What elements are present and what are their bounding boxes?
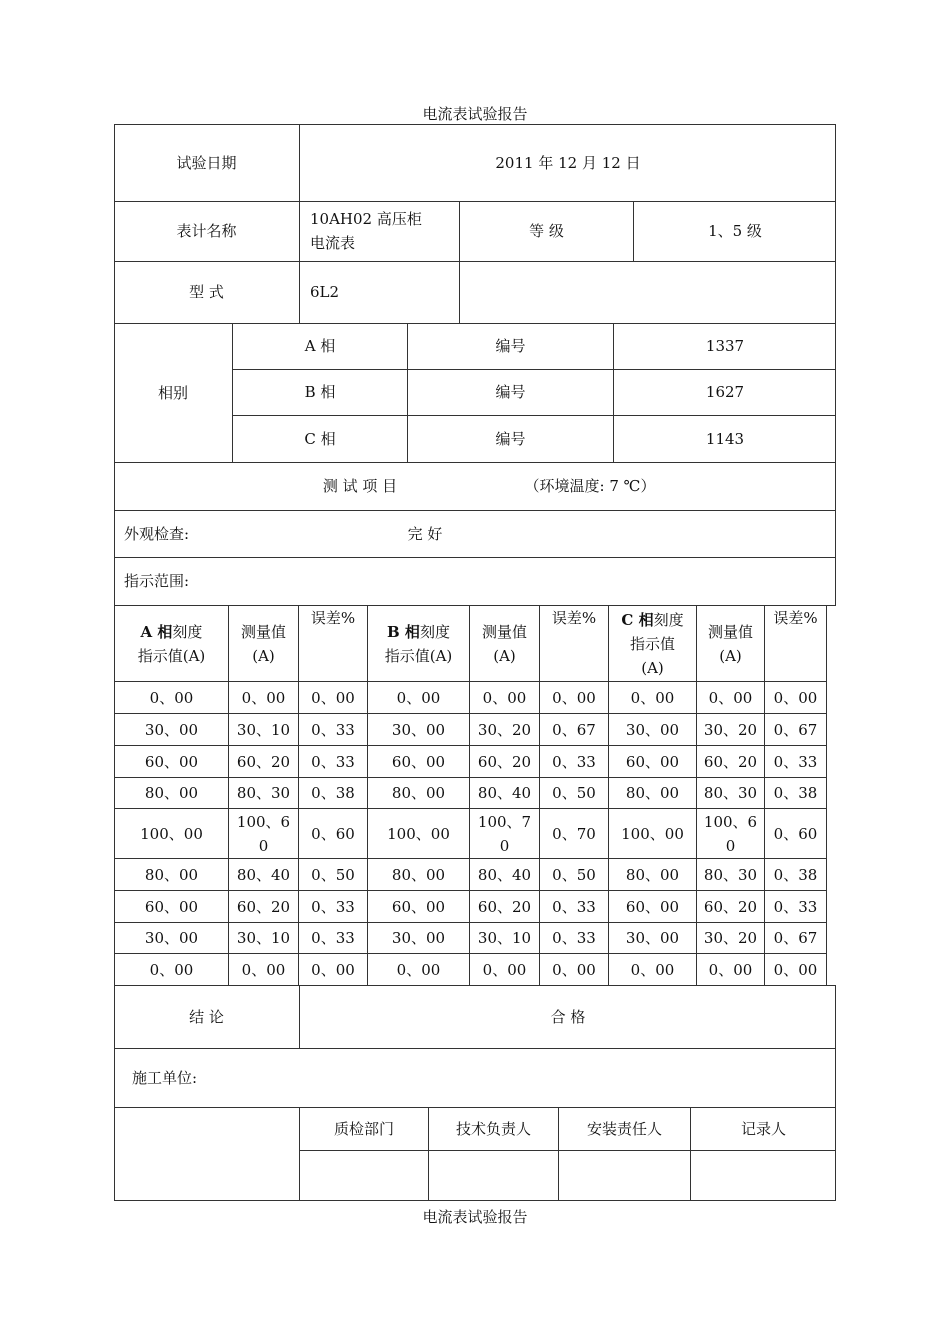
measurement-header-cell bbox=[299, 606, 368, 682]
measurement-header-cell bbox=[765, 606, 827, 682]
measurement-header-phase: C 相 bbox=[621, 610, 654, 629]
measurement-cell: 0、00 bbox=[540, 954, 609, 986]
unit-label: 施工单位: bbox=[132, 1069, 198, 1087]
measurement-cell: 80、30 bbox=[697, 778, 765, 809]
measurement-header-cell bbox=[229, 606, 299, 682]
appearance-label: 外观检查: bbox=[124, 524, 190, 543]
measurement-cell: 80、30 bbox=[697, 859, 765, 891]
phase-c-name: C 相 bbox=[304, 429, 336, 448]
measurement-cell: 30、00 bbox=[115, 923, 229, 954]
measurement-cell: 60、20 bbox=[470, 891, 540, 923]
measurement-header-row bbox=[115, 606, 827, 682]
phase-c-no: 1143 bbox=[705, 429, 745, 448]
measurement-header-text: 刻度 指示值(A) bbox=[384, 622, 453, 665]
measurement-cell: 0、33 bbox=[540, 891, 609, 923]
measurement-cell: 0、00 bbox=[299, 682, 368, 714]
appearance-value: 完 好 bbox=[407, 524, 443, 543]
test-env-temp: （环境温度: 7 ℃） bbox=[524, 477, 656, 495]
measurement-row bbox=[115, 859, 827, 891]
measurement-cell: 0、00 bbox=[765, 954, 827, 986]
measurement-row bbox=[115, 954, 827, 986]
measurement-cell: 0、00 bbox=[609, 682, 697, 714]
measurement-cell: 0、00 bbox=[229, 682, 299, 714]
measurement-cell: 80、00 bbox=[115, 859, 229, 891]
measurement-cell: 80、40 bbox=[470, 859, 540, 891]
measurement-cell: 80、30 bbox=[229, 778, 299, 809]
measurement-cell: 100、6 0 bbox=[229, 809, 299, 859]
measurement-cell: 60、00 bbox=[115, 891, 229, 923]
measurement-cell: 0、00 bbox=[115, 954, 229, 986]
measurement-cell: 100、6 0 bbox=[697, 809, 765, 859]
grade-value: 1、5 级 bbox=[708, 222, 762, 240]
measurement-cell: 0、67 bbox=[540, 714, 609, 746]
measurement-cell: 0、00 bbox=[470, 954, 540, 986]
measurement-cell: 0、33 bbox=[299, 923, 368, 954]
measurement-cell: 0、00 bbox=[368, 682, 470, 714]
measurement-header-phase: A 相 bbox=[140, 622, 173, 641]
measurement-cell: 60、00 bbox=[609, 746, 697, 778]
measurement-cell: 30、00 bbox=[609, 923, 697, 954]
measurement-cell: 0、33 bbox=[299, 714, 368, 746]
measurement-cell: 80、00 bbox=[609, 859, 697, 891]
measurement-cell: 80、00 bbox=[115, 778, 229, 809]
measurement-cell: 30、10 bbox=[229, 923, 299, 954]
measurement-header-cell bbox=[540, 606, 609, 682]
type-value: 6L2 bbox=[310, 283, 340, 301]
measurement-cell: 0、67 bbox=[765, 714, 827, 746]
measurement-header-text: 测量值 (A) bbox=[707, 622, 753, 665]
measurement-cell: 80、40 bbox=[470, 778, 540, 809]
measurement-row bbox=[115, 891, 827, 923]
meter-name-label: 表计名称 bbox=[176, 222, 237, 240]
measurement-row bbox=[115, 714, 827, 746]
measurement-cell: 0、50 bbox=[540, 859, 609, 891]
phase-label: 相别 bbox=[157, 383, 188, 402]
measurement-row bbox=[115, 809, 827, 859]
measurement-cell: 0、33 bbox=[765, 746, 827, 778]
doc-title: 电流表试验报告 bbox=[422, 105, 528, 123]
measurement-cell: 80、00 bbox=[368, 859, 470, 891]
measurement-cell: 60、20 bbox=[697, 746, 765, 778]
measurement-cell: 30、10 bbox=[229, 714, 299, 746]
measurement-table bbox=[114, 605, 827, 986]
role-quality-dept: 质检部门 bbox=[333, 1119, 394, 1138]
measurement-cell: 30、00 bbox=[368, 714, 470, 746]
measurement-cell: 30、10 bbox=[470, 923, 540, 954]
measurement-header-cell bbox=[115, 606, 229, 682]
measurement-cell: 0、67 bbox=[765, 923, 827, 954]
measurement-row bbox=[115, 923, 827, 954]
measurement-cell: 100、00 bbox=[609, 809, 697, 859]
measurement-cell: 0、33 bbox=[299, 746, 368, 778]
measurement-header-phase: B 相 bbox=[387, 622, 420, 641]
measurement-cell: 0、00 bbox=[540, 682, 609, 714]
type-label: 型 式 bbox=[189, 283, 224, 301]
phase-c-no-label: 编号 bbox=[495, 429, 526, 448]
measurement-cell: 0、38 bbox=[765, 859, 827, 891]
phase-a-no-label: 编号 bbox=[495, 337, 526, 355]
measurement-header-cell bbox=[609, 606, 697, 682]
phase-a-no: 1337 bbox=[705, 337, 745, 355]
measurement-header-cell bbox=[697, 606, 765, 682]
measurement-cell: 0、50 bbox=[540, 778, 609, 809]
measurement-cell: 0、70 bbox=[540, 809, 609, 859]
measurement-cell: 30、20 bbox=[697, 923, 765, 954]
measurement-cell: 60、20 bbox=[697, 891, 765, 923]
measurement-header-cell bbox=[470, 606, 540, 682]
measurement-cell: 0、00 bbox=[470, 682, 540, 714]
measurement-cell: 80、40 bbox=[229, 859, 299, 891]
grade-label: 等 级 bbox=[529, 222, 564, 240]
measurement-cell: 30、00 bbox=[115, 714, 229, 746]
measurement-header-text: 刻度 指示值 (A) bbox=[629, 610, 684, 677]
measurement-header-text: 误差% bbox=[551, 609, 597, 627]
measurement-cell: 60、20 bbox=[470, 746, 540, 778]
measurement-cell: 30、00 bbox=[609, 714, 697, 746]
measurement-cell: 0、00 bbox=[368, 954, 470, 986]
measurement-cell: 0、33 bbox=[540, 746, 609, 778]
measurement-header-text: 刻度 指示值(A) bbox=[137, 622, 206, 665]
role-install-lead: 安装责任人 bbox=[586, 1119, 662, 1138]
measurement-cell: 0、60 bbox=[765, 809, 827, 859]
measurement-cell: 60、00 bbox=[368, 891, 470, 923]
measurement-cell: 0、33 bbox=[765, 891, 827, 923]
role-recorder: 记录人 bbox=[740, 1119, 786, 1138]
measurement-cell: 60、00 bbox=[115, 746, 229, 778]
measurement-cell: 0、33 bbox=[540, 923, 609, 954]
phase-a-name: A 相 bbox=[304, 337, 336, 355]
role-tech-lead: 技术负责人 bbox=[455, 1119, 531, 1138]
phase-b-no: 1627 bbox=[705, 383, 745, 401]
measurement-cell: 0、00 bbox=[299, 954, 368, 986]
measurement-cell: 0、50 bbox=[299, 859, 368, 891]
measurement-cell: 30、20 bbox=[697, 714, 765, 746]
measurement-cell: 0、60 bbox=[299, 809, 368, 859]
measurement-cell: 0、38 bbox=[765, 778, 827, 809]
measurement-header-text: 误差% bbox=[310, 609, 356, 627]
date-label: 试验日期 bbox=[176, 153, 237, 172]
measurement-cell: 0、00 bbox=[609, 954, 697, 986]
measurement-cell: 0、00 bbox=[697, 682, 765, 714]
test-items-label: 测 试 项 目 bbox=[322, 477, 398, 495]
measurement-cell: 0、00 bbox=[115, 682, 229, 714]
measurement-cell: 0、38 bbox=[299, 778, 368, 809]
measurement-header-text: 测量值 (A) bbox=[240, 622, 286, 665]
measurement-cell: 60、00 bbox=[609, 891, 697, 923]
measurement-header-text: 误差% bbox=[773, 609, 818, 627]
measurement-cell: 0、00 bbox=[229, 954, 299, 986]
measurement-cell: 0、00 bbox=[765, 682, 827, 714]
conclusion-label: 结 论 bbox=[189, 1008, 224, 1026]
measurement-header-text: 测量值 (A) bbox=[481, 622, 527, 665]
phase-b-name: B 相 bbox=[304, 383, 336, 401]
measurement-cell: 60、00 bbox=[368, 746, 470, 778]
phase-b-no-label: 编号 bbox=[495, 383, 526, 401]
measurement-cell: 100、7 0 bbox=[470, 809, 540, 859]
conclusion-value: 合 格 bbox=[550, 1008, 586, 1026]
measurement-cell: 60、20 bbox=[229, 746, 299, 778]
measurement-cell: 0、00 bbox=[697, 954, 765, 986]
range-label: 指示范围: bbox=[124, 572, 190, 590]
measurement-cell: 0、33 bbox=[299, 891, 368, 923]
measurement-row bbox=[115, 682, 827, 714]
measurement-cell: 60、20 bbox=[229, 891, 299, 923]
measurement-row bbox=[115, 778, 827, 809]
date-value: 2011 年 12 月 12 日 bbox=[495, 153, 641, 172]
measurement-cell: 100、00 bbox=[368, 809, 470, 859]
meter-name-value: 10AH02 高压柜 电流表 bbox=[310, 210, 422, 252]
measurement-cell: 80、00 bbox=[368, 778, 470, 809]
measurement-row bbox=[115, 746, 827, 778]
doc-footer-title: 电流表试验报告 bbox=[422, 1208, 528, 1226]
measurement-header-cell bbox=[368, 606, 470, 682]
measurement-cell: 30、00 bbox=[368, 923, 470, 954]
measurement-cell: 30、20 bbox=[470, 714, 540, 746]
measurement-cell: 100、00 bbox=[115, 809, 229, 859]
measurement-cell: 80、00 bbox=[609, 778, 697, 809]
